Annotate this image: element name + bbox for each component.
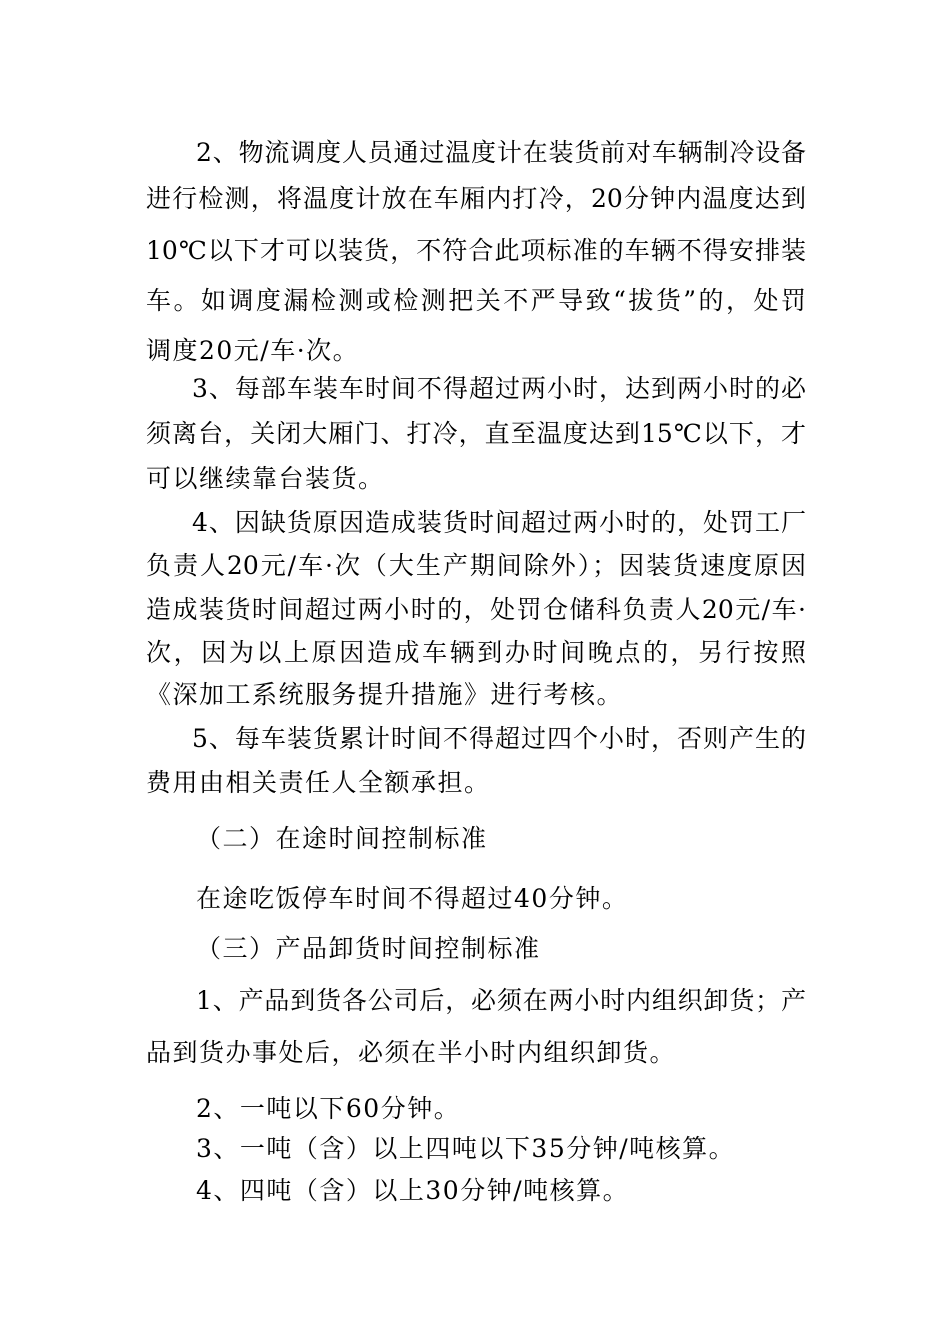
paragraph-line: 调度20元/车·次。 xyxy=(146,336,360,365)
paragraph-line: 5、每车装货累计时间不得超过四个小时，否则产生的 xyxy=(192,724,806,753)
paragraph-line: 可以继续靠台装货。 xyxy=(146,464,385,493)
paragraph-line: 3、每部车装车时间不得超过两小时，达到两小时的必 xyxy=(192,374,806,403)
paragraph-line: 费用由相关责任人全额承担。 xyxy=(146,768,491,797)
paragraph-line: 在途吃饭停车时间不得超过40分钟。 xyxy=(196,884,629,913)
paragraph-line: 车。如调度漏检测或检测把关不严导致“拔货”的，处罚 xyxy=(146,286,806,315)
list-item: 2、一吨以下60分钟。 xyxy=(196,1094,461,1123)
paragraph-line: 造成装货时间超过两小时的，处罚仓储科负责人20元/车· xyxy=(146,595,806,624)
paragraph-line: 4、因缺货原因造成装货时间超过两小时的，处罚工厂 xyxy=(192,508,806,537)
paragraph-line: 《深加工系统服务提升措施》进行考核。 xyxy=(146,680,624,709)
section-heading: （二）在途时间控制标准 xyxy=(196,824,488,853)
paragraph-line: 进行检测，将温度计放在车厢内打冷，20分钟内温度达到 xyxy=(146,184,806,213)
paragraph-line: 2、物流调度人员通过温度计在装货前对车辆制冷设备 xyxy=(196,138,806,167)
paragraph-line: 须离台，关闭大厢门、打冷，直至温度达到15℃以下，才 xyxy=(146,419,806,448)
paragraph-line: 品到货办事处后，必须在半小时内组织卸货。 xyxy=(146,1038,677,1067)
list-item: 4、四吨（含）以上30分钟/吨核算。 xyxy=(196,1176,630,1205)
list-item: 3、一吨（含）以上四吨以下35分钟/吨核算。 xyxy=(196,1134,736,1163)
paragraph-line: 10℃以下才可以装货，不符合此项标准的车辆不得安排装 xyxy=(146,236,806,265)
paragraph-line: 1、产品到货各公司后，必须在两小时内组织卸货；产 xyxy=(196,986,806,1015)
paragraph-line: 负责人20元/车·次（大生产期间除外）；因装货速度原因 xyxy=(146,551,806,580)
paragraph-line: 次，因为以上原因造成车辆到办时间晚点的，另行按照 xyxy=(146,638,806,667)
section-heading: （三）产品卸货时间控制标准 xyxy=(196,934,541,963)
